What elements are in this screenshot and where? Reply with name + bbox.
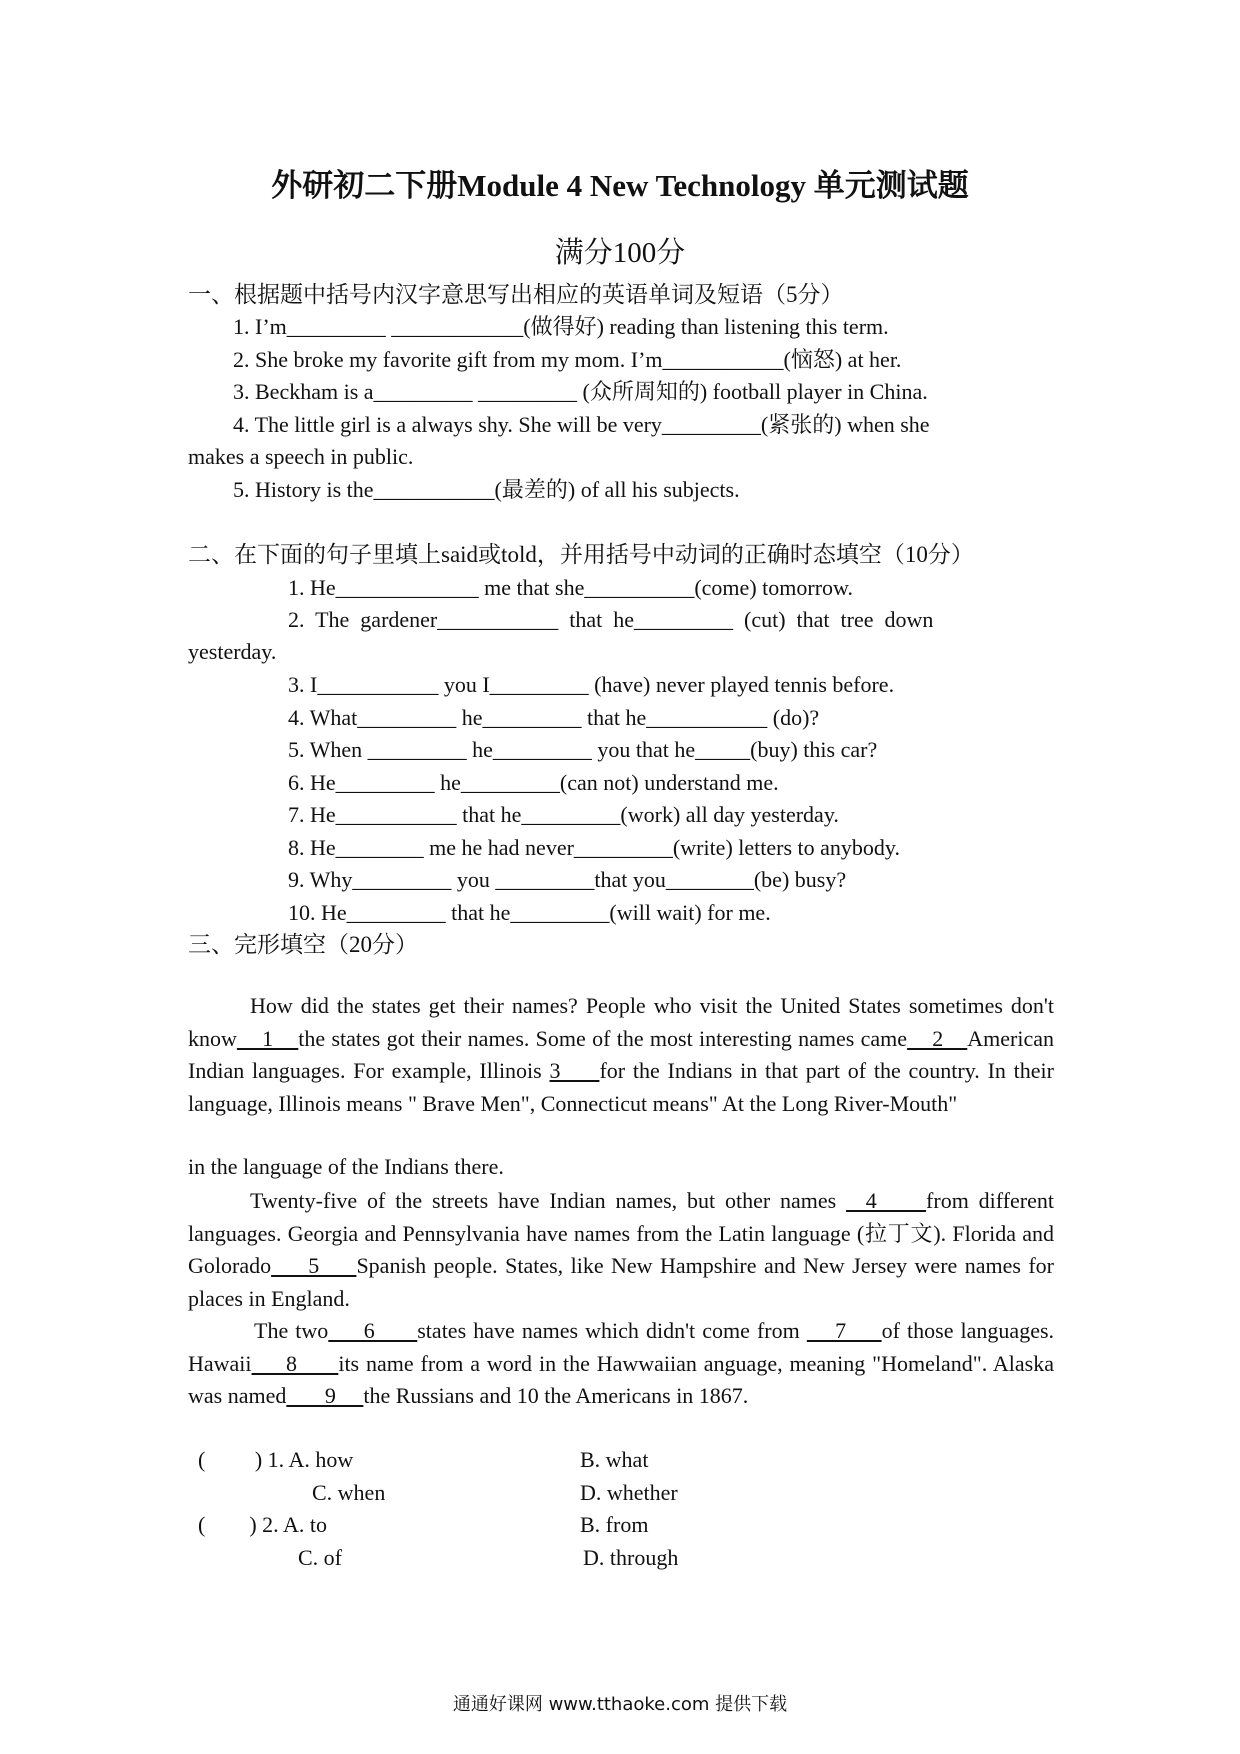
p3-text-3: of those languages. Hawaii: [188, 1318, 1055, 1376]
q1-option-b: B. what: [580, 1447, 649, 1472]
section-1-heading: 一、根据题中括号内汉字意思写出相应的英语单词及短语（5分）: [188, 282, 844, 307]
s2-item-2: 2. The gardener___________ that he_________ (cut) that tree down: [288, 607, 934, 632]
page-subtitle: 满分100分: [554, 237, 686, 269]
s2-item-5: 5. When _________ he_________ you that he_____(buy) this car?: [288, 737, 878, 762]
s2-item-4: 4. What_________ he_________ that he___________ (do)?: [288, 705, 820, 730]
blank-7: 7: [806, 1318, 882, 1343]
blank-8: 8: [251, 1350, 339, 1376]
section-3-heading: 三、完形填空（20分）: [188, 932, 418, 957]
blank-1: 1: [236, 1025, 299, 1051]
q1-stem-a: ( ) 1. A. how: [198, 1447, 354, 1472]
blank-2: 2: [907, 1025, 968, 1051]
s1-item-2: 2. She broke my favorite gift from my mom. I’m___________(恼怒) at her.: [233, 347, 902, 372]
s2-item-6: 6. He_________ he_________(can not) understand me.: [288, 770, 779, 795]
s1-item-4-cont: makes a speech in public.: [188, 444, 414, 469]
s2-item-9: 9. Why_________ you _________that you________(be) busy?: [288, 867, 847, 892]
s1-item-4: 4. The little girl is a always shy. She will be very_________(紧张的) when she: [233, 412, 930, 437]
s1-item-1: 1. I’m_________ ____________(做得好) reading than listening this term.: [233, 314, 889, 339]
s2-item-8: 8. He________ me he had never_________(write) letters to anybody.: [288, 835, 900, 860]
p3-text-1: The two: [254, 1318, 329, 1343]
q1-option-d: D. whether: [580, 1480, 678, 1505]
p1-text-2: the states got their names. Some of the most interesting names came: [298, 1025, 908, 1051]
cloze-paragraph-1: [188, 990, 1054, 1120]
s2-item-2-cont: yesterday.: [188, 639, 277, 664]
footer-credit: 通通好课网 www.tthaoke.com 提供下载: [452, 1694, 788, 1715]
p3-text-4: its name from a word in the Hawwaiian anguage, meaning "Homeland". Alaska was named: [188, 1350, 1054, 1409]
blank-9: 9: [286, 1383, 364, 1409]
p2-text-3: Spanish people. States, like New Hampshire and New Jersey were names for places in England.: [188, 1253, 1055, 1311]
page-title: 外研初二下册Module 4 New Technology 单元测试题: [271, 168, 969, 203]
s2-item-7: 7. He___________ that he_________(work) all day yesterday.: [288, 802, 839, 827]
s2-item-1: 1. He_____________ me that she__________(come) tomorrow.: [288, 575, 853, 600]
p1-text-5: in the language of the Indians there.: [188, 1154, 504, 1179]
q2-option-b: B. from: [580, 1512, 649, 1537]
q2-option-c: C. of: [298, 1545, 342, 1570]
p2-text-2: from different languages. Georgia and Pennsylvania have names from the Latin language (拉丁文). Florida and Golorado: [188, 1188, 1054, 1279]
blank-3: 3: [549, 1058, 600, 1084]
s2-item-3: 3. I___________ you I_________ (have) never played tennis before.: [288, 672, 895, 697]
section-2-heading: 二、在下面的句子里填上said或told，并用括号中动词的正确时态填空（10分）: [188, 542, 974, 567]
q1-option-c: C. when: [312, 1480, 386, 1505]
blank-5: 5: [271, 1253, 357, 1279]
s1-item-3: 3. Beckham is a_________ _________ (众所周知的) football player in China.: [233, 379, 928, 404]
s1-item-5: 5. History is the___________(最差的) of all his subjects.: [233, 477, 740, 502]
p3-text-2: states have names which didn't come from: [417, 1318, 807, 1343]
s2-item-10: 10. He_________ that he_________(will wait) for me.: [288, 900, 771, 925]
p1-text-3: American Indian languages. For example, Illinois: [188, 1025, 1054, 1084]
q2-option-d: D. through: [583, 1545, 679, 1570]
cloze-paragraph-2: [188, 1185, 1054, 1315]
p1-text-1: How did the states get their names? People who visit the United States sometimes don't know: [188, 993, 1054, 1051]
cloze-paragraph-3: [188, 1315, 1054, 1413]
blank-6: 6: [328, 1318, 418, 1343]
p1-text-4: for the Indians in that part of the country. In their language, Illinois means " Brave Men", Connecticut means" At the Long River-Mouth": [188, 1058, 1054, 1116]
p3-text-5: the Russians and 10 the Americans in 1867.: [363, 1383, 749, 1409]
q2-stem-a: ( ) 2. A. to: [198, 1512, 327, 1537]
p2-text-1: Twenty-five of the streets have Indian names, but other names: [250, 1188, 847, 1213]
blank-4: 4: [846, 1188, 927, 1213]
